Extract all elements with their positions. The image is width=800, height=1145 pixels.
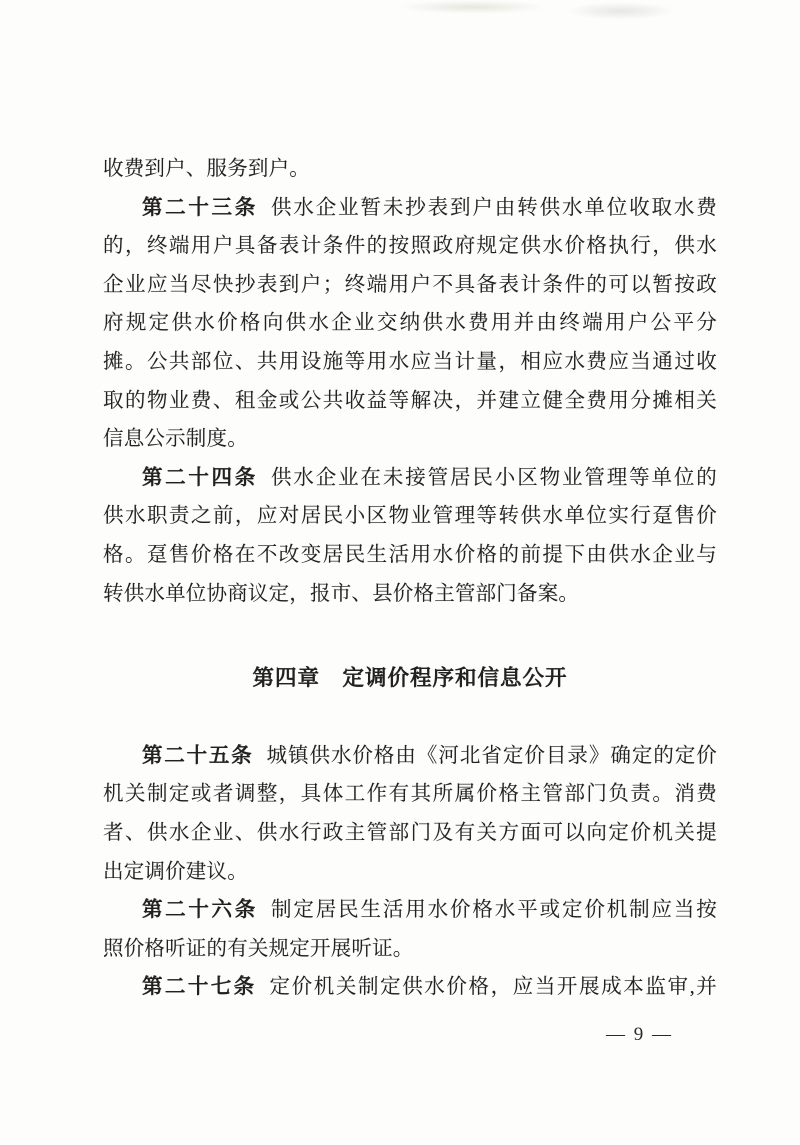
scan-artifact xyxy=(398,0,548,14)
line-text: 机关制定或者调整，具体工作有其所属价格主管部门负责。消费 xyxy=(103,783,717,806)
text-line xyxy=(103,459,717,498)
line-text: 收费到户、服务到户。 xyxy=(103,158,310,180)
scan-artifact xyxy=(566,2,676,20)
article-number: 第二十三条 xyxy=(142,195,258,219)
text-line xyxy=(103,968,717,1007)
text-line xyxy=(103,853,717,892)
line-text: 者、供水企业、供水行政主管部门及有关方面可以向定价机关提 xyxy=(103,821,717,844)
line-text: 取的物业费、租金或公共收益等解决，并建立健全费用分摊相关 xyxy=(103,389,717,412)
text-line xyxy=(103,775,717,814)
text-line xyxy=(103,382,717,421)
line-text: 转供水单位协商议定，报市、县价格主管部门备案。 xyxy=(103,582,580,605)
text-line xyxy=(103,891,717,930)
line-text: 供水职责之前，应对居民小区物业管理等转供水单位实行趸售价 xyxy=(103,505,717,528)
text-line xyxy=(103,227,717,266)
text-line xyxy=(103,304,717,343)
line-text: 的，终端用户具备表计条件的按照政府规定供水价格执行，供水 xyxy=(103,235,717,258)
line-text: 摊。公共部位、共用设施等用水应当计量，相应水费应当通过收 xyxy=(103,350,717,373)
text-line xyxy=(103,420,717,459)
line-text: 照价格听证的有关规定开展听证。 xyxy=(103,937,414,960)
text-line xyxy=(103,189,717,228)
document-body xyxy=(103,150,717,1046)
text-line xyxy=(103,266,717,305)
line-text: 出定调价建议。 xyxy=(103,860,248,883)
line-text: 供水企业暂未抄表到户由转供水单位收取水费 xyxy=(270,196,717,219)
text-line xyxy=(103,930,717,969)
text-line xyxy=(103,150,717,189)
article-number: 第二十四条 xyxy=(142,465,258,489)
line-text: 定价机关制定供水价格，应当开展成本监审,并 xyxy=(269,976,718,999)
line-text: 城镇供水价格由《河北省定价目录》确定的定价 xyxy=(266,744,718,767)
article-number: 第二十七条 xyxy=(142,975,257,999)
text-line xyxy=(103,497,717,536)
line-text: 信息公示制度。 xyxy=(103,428,248,451)
text-line xyxy=(103,343,717,382)
article-number: 第二十五条 xyxy=(142,743,254,767)
text-line xyxy=(103,575,717,614)
text-line xyxy=(103,536,717,575)
line-text: 格。趸售价格在不改变居民生活用水价格的前提下由供水企业与 xyxy=(103,543,717,566)
text-line xyxy=(103,814,717,853)
article-number: 第二十六条 xyxy=(142,898,258,922)
line-text: 制定居民生活用水价格水平或定价机制应当按 xyxy=(270,899,717,922)
line-text: 企业应当尽快抄表到户；终端用户不具备表计条件的可以暂按政 xyxy=(103,273,717,296)
page-number: — 9 — xyxy=(606,1023,673,1045)
line-text: 供水企业在未接管居民小区物业管理等单位的 xyxy=(270,466,717,489)
text-line xyxy=(103,737,717,776)
chapter-heading: 第四章 定调价程序和信息公开 xyxy=(252,666,568,691)
line-text: 府规定供水价格向供水企业交纳供水费用并由终端用户公平分 xyxy=(103,312,717,335)
